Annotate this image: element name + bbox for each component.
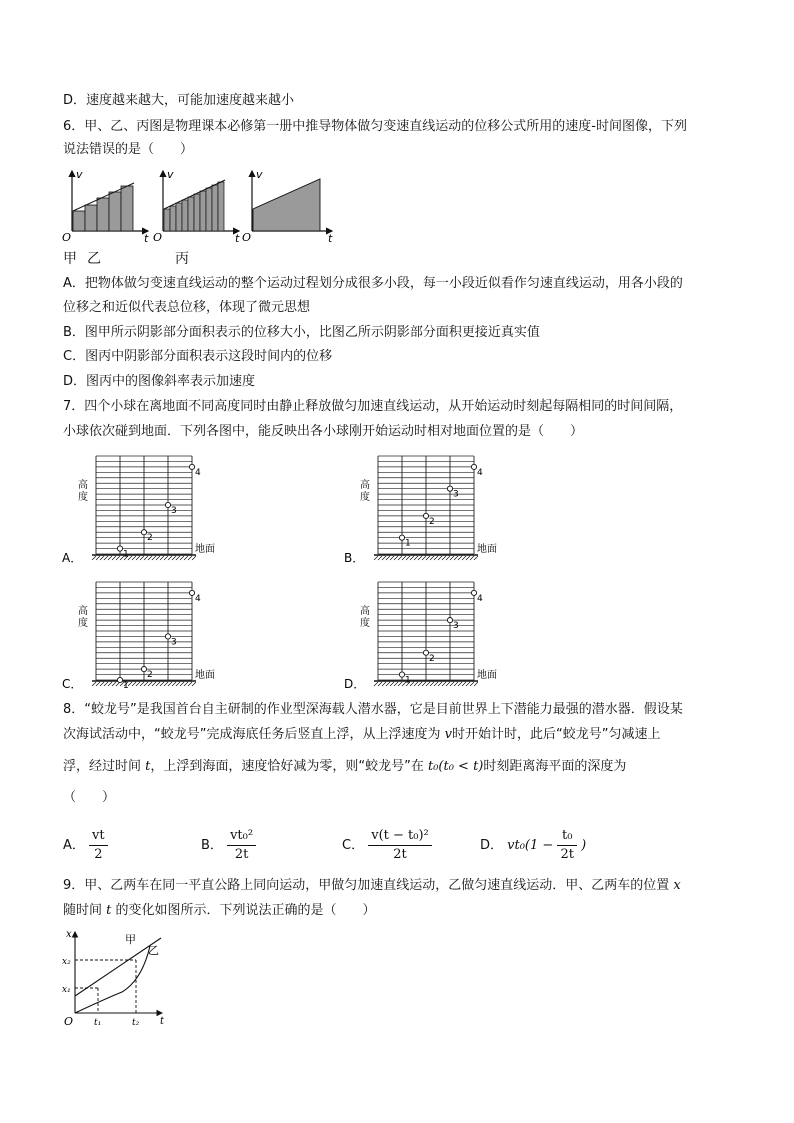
- q7-ball-label: 1: [405, 675, 411, 686]
- q6-yi-origin: O: [153, 231, 163, 244]
- q9-axis-t: t: [160, 1016, 165, 1027]
- q8-option-b-fraction: [227, 828, 256, 863]
- q6-bing-axis-v: v: [256, 168, 263, 181]
- q9-t1: t₁: [94, 1018, 102, 1028]
- q7-height-label-bottom: 度: [78, 492, 88, 503]
- q7-ball-label: 3: [171, 637, 177, 648]
- q8-option-b-num: vt₀²: [227, 828, 256, 846]
- q9-label-yi: 乙: [148, 944, 159, 957]
- q6-stem-line2: 说法错误的是（ ）: [63, 142, 194, 157]
- q7-option-label: D．: [344, 677, 366, 691]
- q8-stem3-part-c: 时刻距离海平面的深度为: [483, 759, 627, 774]
- q7-ball-label: 4: [195, 593, 201, 604]
- q7-ball-label: 4: [477, 593, 483, 604]
- q6-label-yi: 乙: [87, 251, 101, 267]
- q7-ball: [399, 535, 404, 540]
- q7-ball: [189, 464, 194, 469]
- q9-x1: x₁: [62, 985, 71, 995]
- q7-ball: [189, 590, 194, 595]
- q7-option-label: C．: [62, 677, 83, 691]
- q9-curve-jia: [75, 946, 150, 1013]
- q8-option-a-fraction: [89, 828, 108, 863]
- q8-option-d-post: ): [581, 838, 587, 853]
- q7-stem-line1: 7．四个小球在离地面不同高度同时由静止释放做匀加速直线运动，从开始运动时刻起每隔相同的时间间隔，: [63, 399, 683, 414]
- q8-option-a: [63, 828, 108, 863]
- q8-option-c: [342, 828, 432, 863]
- q7-height-label-bottom: 度: [360, 618, 370, 629]
- q7-ball-label: 3: [453, 489, 459, 500]
- q7-ball: [471, 590, 476, 595]
- q7-ground-label: 地面: [195, 544, 215, 555]
- q7-ball-label: 1: [123, 549, 129, 560]
- q9-axis-x: x: [66, 929, 72, 940]
- q6-yi-axis-v: v: [167, 168, 174, 181]
- q8-stem2-part-b: 时开始计时，此后“蛟龙号”匀减速上: [451, 727, 661, 742]
- q8-stem-line2: [63, 727, 660, 743]
- q8-option-c-num: v(t − t₀)²: [368, 828, 432, 846]
- q7-ball: [423, 650, 428, 655]
- q8-option-d-label: D．: [480, 838, 504, 853]
- q7-stem-line2: 小球依次碰到地面．下列各图中，能反映出各小球刚开始运动时相对地面位置的是（ ）: [63, 424, 584, 439]
- q7-ball-label: 2: [429, 653, 435, 664]
- q9-var-t: t: [106, 903, 112, 918]
- q8-option-b-den: 2t: [234, 847, 249, 862]
- q8-option-c-fraction: [368, 828, 432, 863]
- q9-var-x: x: [673, 878, 681, 893]
- q7-ground-label: 地面: [195, 670, 215, 681]
- q7-height-label-top: 高: [360, 480, 370, 491]
- q7-diagram-b: [344, 456, 497, 565]
- q8-stem3-part-b: ，上浮到海面，速度恰好减为零，则“蛟龙号”在: [150, 759, 428, 774]
- q7-ball: [141, 530, 146, 535]
- q7-ball: [447, 486, 452, 491]
- q6-stem-line1: 6．甲、乙、丙图是物理课本必修第一册中推导物体做匀变速直线运动的位移公式所用的速度-时间图像，下列: [63, 119, 687, 134]
- q9-x2: x₂: [62, 957, 71, 967]
- q6-jia-bar: [85, 205, 97, 231]
- q7-ball-label: 4: [477, 467, 483, 478]
- q6-jia-origin: O: [62, 231, 72, 244]
- q7-ball: [471, 464, 476, 469]
- q8-option-d-pre: vt₀(1 −: [507, 838, 554, 853]
- q7-ball-label: 2: [147, 533, 153, 544]
- q8-option-d-den: 2t: [560, 847, 574, 862]
- q7-ball-label: 1: [123, 681, 129, 691]
- q8-option-d-fraction: [557, 828, 577, 863]
- q7-ball: [117, 677, 122, 682]
- q8-stem-line4: （ ）: [63, 790, 116, 805]
- q8-option-a-label: A．: [63, 838, 85, 853]
- q8-option-d: [480, 828, 586, 863]
- q9-stem-line1: [63, 878, 681, 894]
- q9-label-jia: 甲: [125, 933, 136, 946]
- q9-t2: t₂: [132, 1018, 140, 1028]
- q7-height-diagrams: [62, 450, 522, 690]
- q6-jia-bar: [97, 198, 109, 231]
- q6-label-jia: 甲: [63, 251, 77, 267]
- q9-stem-line2: [63, 903, 376, 919]
- q9-origin: O: [64, 1015, 74, 1028]
- q6-jia-axis-v: v: [76, 168, 83, 181]
- q6-label-bing: 丙: [175, 251, 189, 267]
- q6-jia-bar: [109, 192, 121, 231]
- q9-stem1-part-a: 9．甲、乙两车在同一平直公路上同向运动，甲做匀加速直线运动，乙做匀速直线运动．甲、乙两车的位置: [63, 878, 674, 893]
- q8-stem-line1: 8．“蛟龙号”是我国首台自主研制的作业型深海载人潜水器，它是目前世界上下潜能力最强的潜水器．假设某: [63, 702, 683, 717]
- q6-option-c: C．图丙中阴影部分面积表示这段时间内的位移: [63, 349, 333, 364]
- q7-height-label-top: 高: [78, 480, 88, 491]
- q7-ball: [399, 672, 404, 677]
- q5-option-d: D．速度越来越大，可能加速度越来越小: [63, 93, 295, 108]
- q6-velocity-time-figures: [62, 167, 362, 249]
- q7-ball: [165, 502, 170, 507]
- q8-var-t: t: [145, 759, 151, 774]
- q7-ball: [141, 667, 146, 672]
- q6-option-d: D．图丙中的图像斜率表示加速度: [63, 374, 256, 389]
- q8-var-v: v: [444, 727, 452, 742]
- q7-option-label: B．: [344, 551, 365, 565]
- q9-stem2-part-a: 随时间: [63, 903, 107, 918]
- q6-option-b: B．图甲所示阴影部分面积表示的位移大小，比图乙所示阴影部分面积更接近真实值: [63, 325, 540, 340]
- q8-option-b: [201, 828, 256, 863]
- q7-ball-label: 1: [405, 538, 411, 549]
- q8-option-d-num: t₀: [557, 828, 577, 846]
- q7-ball-label: 4: [195, 467, 201, 478]
- q7-height-label-bottom: 度: [78, 618, 88, 629]
- q7-diagram-a: [62, 456, 215, 565]
- q6-bing-origin: O: [242, 231, 252, 244]
- q8-option-b-label: B．: [201, 838, 223, 853]
- q8-condition: t₀(t₀ < t): [427, 759, 484, 774]
- q7-ball: [165, 634, 170, 639]
- q8-option-a-den: 2: [94, 847, 103, 862]
- q7-diagram-d: [344, 582, 497, 691]
- q7-ball-label: 2: [429, 516, 435, 527]
- q8-option-c-den: 2t: [393, 847, 407, 862]
- q7-ground-label: 地面: [477, 544, 497, 555]
- q6-option-a-line1: A．把物体做匀变速直线运动的整个运动过程划分成很多小段，每一小段近似看作匀速直线运动，用各小段的: [63, 276, 683, 291]
- q6-option-a-line2: 位移之和近似代表总位移，体现了微元思想: [63, 300, 311, 315]
- q6-jia-bar: [73, 211, 85, 231]
- q6-yi-axis-t: t: [235, 232, 240, 245]
- q7-option-label: A．: [62, 551, 83, 565]
- q7-height-label-top: 高: [360, 606, 370, 617]
- q8-stem3-part-a: 浮，经过时间: [63, 759, 146, 774]
- q6-figure-yi: [153, 168, 240, 245]
- q7-height-label-bottom: 度: [360, 492, 370, 503]
- q8-option-a-num: vt: [89, 828, 108, 846]
- q7-ball-label: 2: [147, 670, 153, 681]
- q6-bing-axis-t: t: [328, 232, 333, 245]
- q8-stem2-part-a: 次海试活动中，“蛟龙号”完成海底任务后竖直上浮，从上浮速度为: [63, 727, 445, 742]
- q7-ball: [423, 513, 428, 518]
- q7-ball-label: 3: [453, 621, 459, 632]
- q7-ball: [447, 618, 452, 623]
- q8-stem-line3: [63, 759, 626, 775]
- q6-figure-jia: [62, 168, 149, 245]
- q9-position-time-graph: [62, 928, 172, 1028]
- q7-diagram-c: [62, 582, 215, 691]
- q7-ball-label: 3: [171, 506, 177, 516]
- q6-jia-bar: [121, 186, 133, 231]
- q7-ground-label: 地面: [477, 670, 497, 681]
- q6-figure-bing: [242, 168, 333, 245]
- q7-ball: [117, 546, 122, 551]
- q6-jia-axis-t: t: [144, 232, 149, 245]
- q8-option-c-label: C．: [342, 838, 365, 853]
- q9-stem2-part-b: 的变化如图所示．下列说法正确的是（ ）: [111, 903, 376, 918]
- q6-bing-shaded-area: [253, 179, 320, 231]
- q7-height-label-top: 高: [78, 606, 88, 617]
